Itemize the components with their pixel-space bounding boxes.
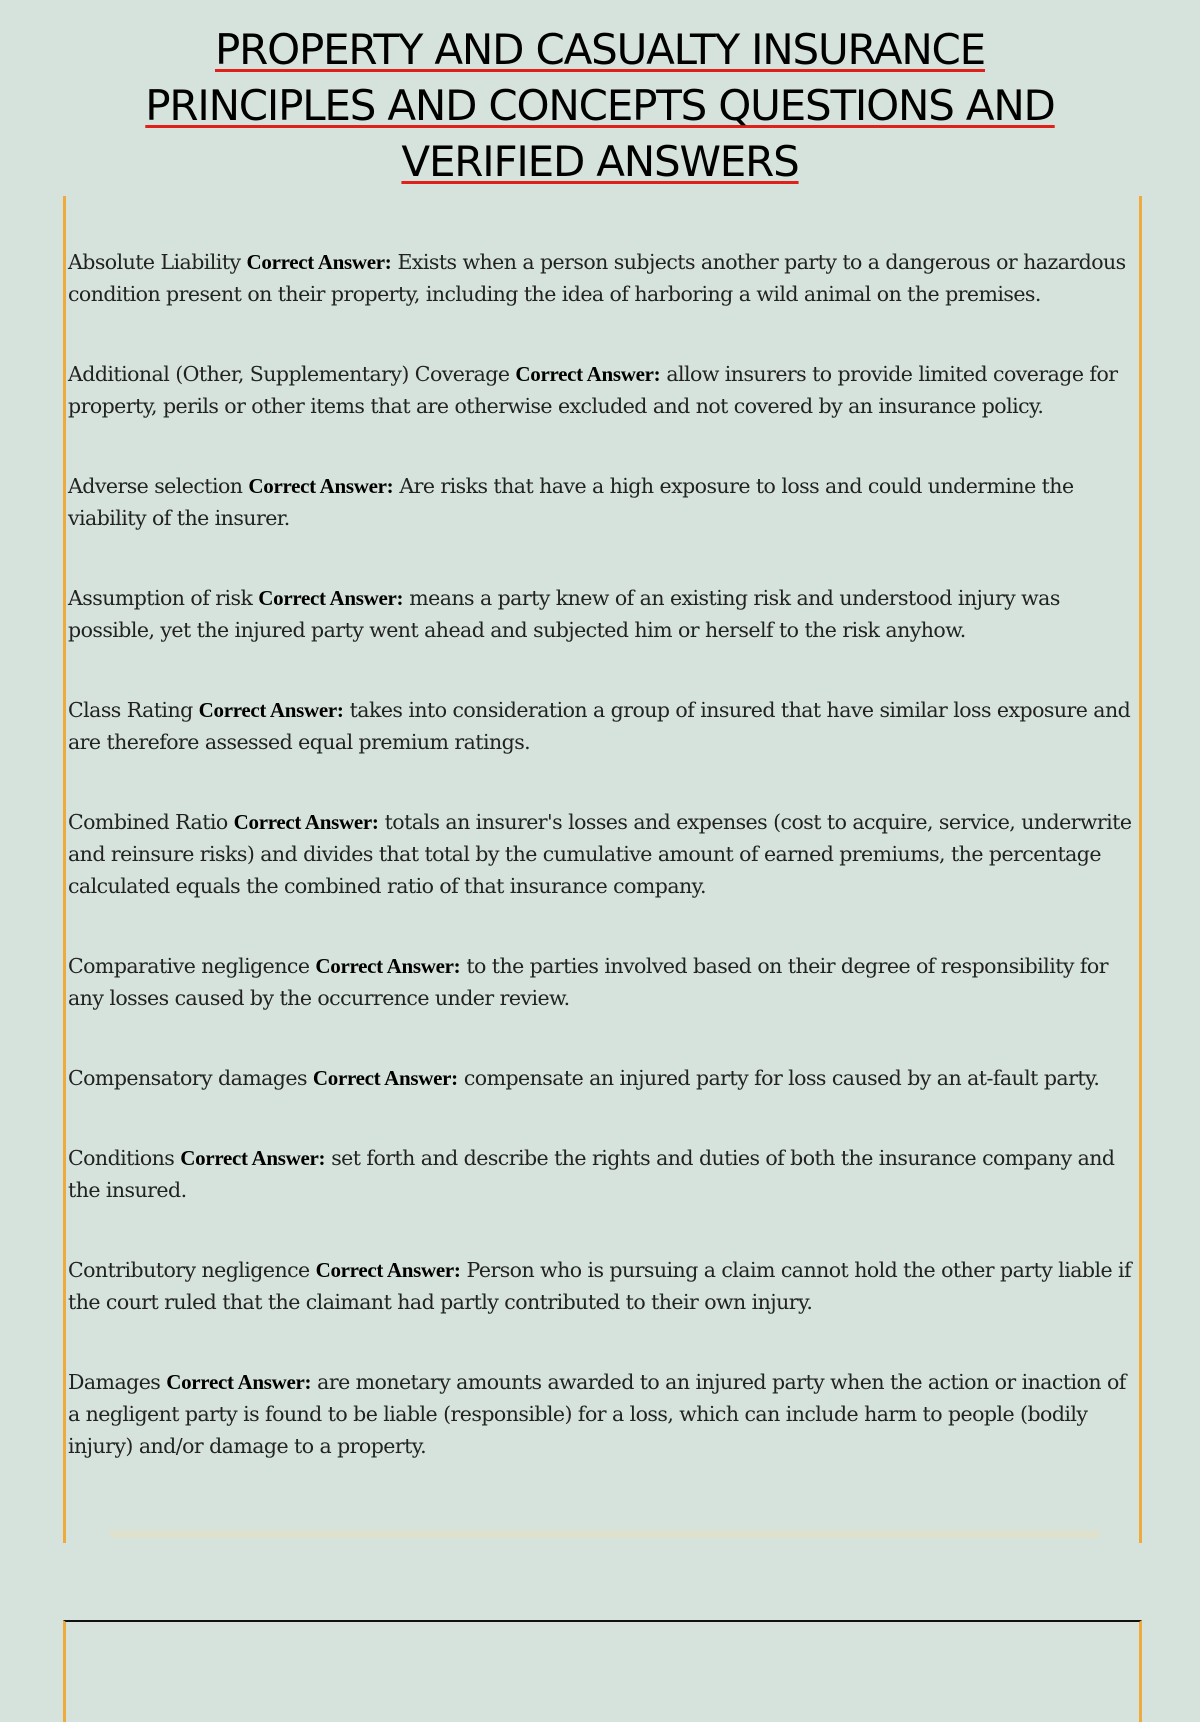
correct-answer-label: Correct Answer: [258, 586, 404, 610]
qa-entry [68, 582, 1134, 646]
entry-term: Class Rating [68, 698, 193, 722]
qa-entry [68, 694, 1134, 758]
entry-term: Assumption of risk [68, 586, 253, 610]
entry-term: Absolute Liability [68, 250, 241, 274]
entry-definition: takes into consideration a group of insured that have similar loss exposure and are therefore assessed equal premium ratings. [68, 698, 1131, 754]
qa-entry [68, 1142, 1134, 1206]
entry-definition: to the parties involved based on their degree of responsibility for any losses caused by the occurrence under review. [68, 954, 1108, 1010]
correct-answer-label: Correct Answer: [312, 1066, 458, 1090]
entry-definition: allow insurers to provide limited coverage for property, perils or other items that are otherwise excluded and not covered by an insurance policy. [68, 362, 1118, 418]
title-line-2: PRINCIPLES AND CONCEPTS QUESTIONS AND [145, 81, 1055, 130]
entry-term: Combined Ratio [68, 810, 228, 834]
entry-definition: set forth and describe the rights and duties of both the insurance company and the insured. [68, 1146, 1115, 1202]
qa-entry [68, 1366, 1134, 1462]
correct-answer-label: Correct Answer: [166, 1370, 312, 1394]
next-page-frame [63, 1620, 1142, 1722]
title-line-3: VERIFIED ANSWERS [401, 137, 799, 186]
frame-divider [110, 1530, 1100, 1538]
entry-term: Conditions [68, 1146, 175, 1170]
qa-entry [68, 806, 1134, 902]
correct-answer-label: Correct Answer: [515, 362, 661, 386]
qa-entry [68, 1062, 1134, 1094]
entry-term: Contributory negligence [68, 1258, 310, 1282]
qa-entry [68, 246, 1134, 310]
qa-entry [68, 1254, 1134, 1318]
entry-term: Adverse selection [68, 474, 243, 498]
entry-term: Additional (Other, Supplementary) Coverage [68, 362, 510, 386]
entry-definition: compensate an injured party for loss caused by an at-fault party. [463, 1066, 1100, 1090]
correct-answer-label: Correct Answer: [248, 474, 394, 498]
correct-answer-label: Correct Answer: [198, 698, 344, 722]
qa-entry [68, 950, 1134, 1014]
qa-entry [68, 470, 1134, 534]
correct-answer-label: Correct Answer: [180, 1146, 326, 1170]
entry-definition: Are risks that have a high exposure to loss and could undermine the viability of the insurer. [68, 474, 1074, 530]
correct-answer-label: Correct Answer: [233, 810, 379, 834]
correct-answer-label: Correct Answer: [315, 954, 461, 978]
entry-term: Comparative negligence [68, 954, 310, 978]
document-title [60, 22, 1140, 190]
qa-list [68, 246, 1134, 1510]
entry-definition: Person who is pursuing a claim cannot hold the other party liable if the court ruled that the claimant had partly contributed to their own injury. [68, 1258, 1132, 1314]
title-line-1: PROPERTY AND CASUALTY INSURANCE [214, 25, 986, 74]
entry-definition: Exists when a person subjects another party to a dangerous or hazardous condition present on their property, including the idea of harboring a wild animal on the premises. [68, 250, 1126, 306]
entry-definition: means a party knew of an existing risk and understood injury was possible, yet the injured party went ahead and subjected him or herself to the risk anyhow. [68, 586, 1060, 642]
entry-term: Compensatory damages [68, 1066, 307, 1090]
correct-answer-label: Correct Answer: [315, 1258, 461, 1282]
entry-term: Damages [68, 1370, 161, 1394]
qa-entry [68, 358, 1134, 422]
entry-definition: totals an insurer's losses and expenses (cost to acquire, service, underwrite and reinsure risks) and divides that total by the cumulative amount of earned premiums, the percentage calculated equals the combined ratio of that insurance company. [68, 810, 1132, 898]
entry-definition: are monetary amounts awarded to an injured party when the action or inaction of a negligent party is found to be liable (responsible) for a loss, which can include harm to people (bodily injury) and/or damage to a property. [68, 1370, 1126, 1458]
correct-answer-label: Correct Answer: [246, 250, 392, 274]
